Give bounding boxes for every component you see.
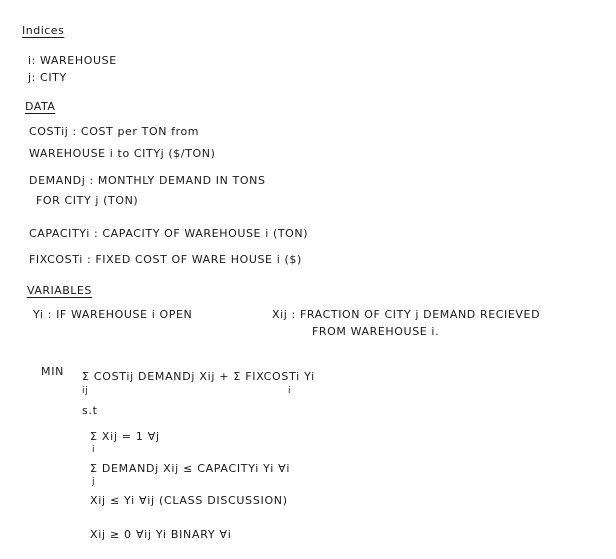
- constraint-assignment: Σ Xij = 1 ∀j: [90, 430, 160, 443]
- constraint-linking: Xij ≤ Yi ∀ij (CLASS DISCUSSION): [90, 494, 288, 507]
- capacity-definition: CAPACITYi : CAPACITY OF WAREHOUSE i (TON): [29, 227, 309, 240]
- cost-definition-line2: WAREHOUSE i to CITYj ($/TON): [29, 147, 216, 160]
- objective-min-label: MIN: [41, 365, 65, 378]
- objective-function: Σ COSTij DEMANDj Xij + Σ FIXCOSTi Yi: [82, 370, 315, 383]
- index-i-definition: i: WAREHOUSE: [28, 54, 117, 67]
- data-heading: DATA: [25, 100, 56, 113]
- constraint-assignment-sum-index: i: [92, 445, 96, 455]
- x-variable-definition-line2: FROM WAREHOUSE i.: [312, 325, 440, 338]
- constraint-capacity-sum-index: j: [92, 477, 96, 487]
- cost-definition-line1: COSTij : COST per TON from: [29, 125, 200, 138]
- demand-definition-line1: DEMANDj : MONTHLY DEMAND IN TONS: [29, 174, 266, 187]
- constraint-domain: Xij ≥ 0 ∀ij Yi BINARY ∀i: [90, 528, 232, 541]
- objective-sum-index-i: i: [288, 386, 292, 396]
- objective-sum-index-ij: ij: [82, 386, 89, 396]
- constraint-capacity: Σ DEMANDj Xij ≤ CAPACITYi Yi ∀i: [90, 462, 291, 475]
- subject-to-label: s.t: [82, 404, 98, 417]
- indices-heading: Indices: [22, 24, 65, 37]
- x-variable-definition-line1: Xij : FRACTION OF CITY j DEMAND RECIEVED: [272, 308, 541, 321]
- y-variable-definition: Yi : IF WAREHOUSE i OPEN: [33, 308, 193, 321]
- index-j-definition: j: CITY: [28, 71, 67, 84]
- demand-definition-line2: FOR CITY j (TON): [36, 194, 139, 207]
- fixcost-definition: FIXCOSTi : FIXED COST OF WARE HOUSE i ($): [29, 253, 302, 266]
- variables-heading: VARIABLES: [27, 284, 92, 297]
